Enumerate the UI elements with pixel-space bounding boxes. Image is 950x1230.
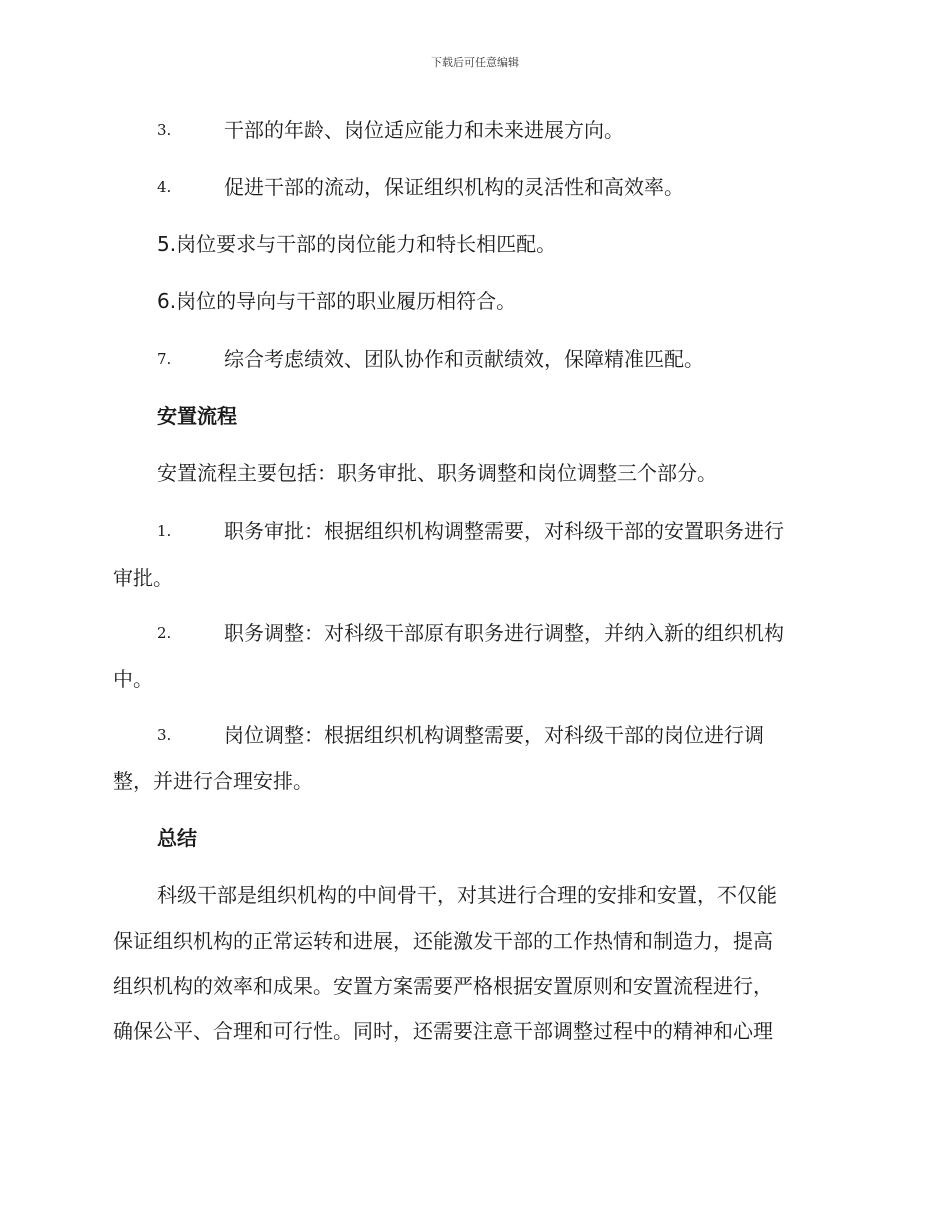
list-item-text: 5.岗位要求与干部的岗位能力和特长相匹配。 [157, 232, 557, 256]
section-heading-process: 安置流程 [157, 404, 237, 428]
summary-line: 确保公平、合理和可行性。同时，还需要注意干部调整过程中的精神和心理 [113, 1019, 773, 1043]
list-number: 3. [157, 121, 172, 139]
list-item-text-continued: 审批。 [113, 566, 173, 590]
section-heading-summary: 总结 [157, 826, 197, 850]
list-item-text-continued: 中。 [113, 667, 153, 691]
list-item-text: 促进干部的流动，保证组织机构的灵活性和高效率。 [224, 175, 684, 199]
list-item-text-continued: 整，并进行合理安排。 [113, 769, 313, 793]
list-item-text: 职务审批：根据组织机构调整需要，对科级干部的安置职务进行 [224, 519, 784, 543]
summary-line: 保证组织机构的正常运转和进展，还能激发干部的工作热情和制造力，提高 [113, 929, 773, 953]
list-number: 3. [157, 726, 172, 744]
list-item-text: 岗位调整：根据组织机构调整需要，对科级干部的岗位进行调 [224, 723, 764, 747]
summary-line: 组织机构的效率和成果。安置方案需要严格根据安置原则和安置流程进行， [113, 974, 773, 998]
summary-line: 科级干部是组织机构的中间骨干，对其进行合理的安排和安置，不仅能 [157, 883, 777, 907]
list-item-text: 干部的年龄、岗位适应能力和未来进展方向。 [224, 118, 624, 142]
list-item-text: 综合考虑绩效、团队协作和贡献绩效，保障精准匹配。 [224, 347, 704, 371]
paragraph: 安置流程主要包括：职务审批、职务调整和岗位调整三个部分。 [157, 461, 717, 485]
page-header-note: 下载后可任意编辑 [431, 56, 519, 69]
list-number: 7. [157, 350, 172, 368]
list-number: 4. [157, 178, 172, 196]
list-item-text: 职务调整：对科级干部原有职务进行调整，并纳入新的组织机构 [224, 621, 784, 645]
list-item-text: 6.岗位的导向与干部的职业履历相符合。 [157, 289, 517, 313]
list-number: 1. [157, 522, 172, 540]
list-number: 2. [157, 624, 172, 642]
